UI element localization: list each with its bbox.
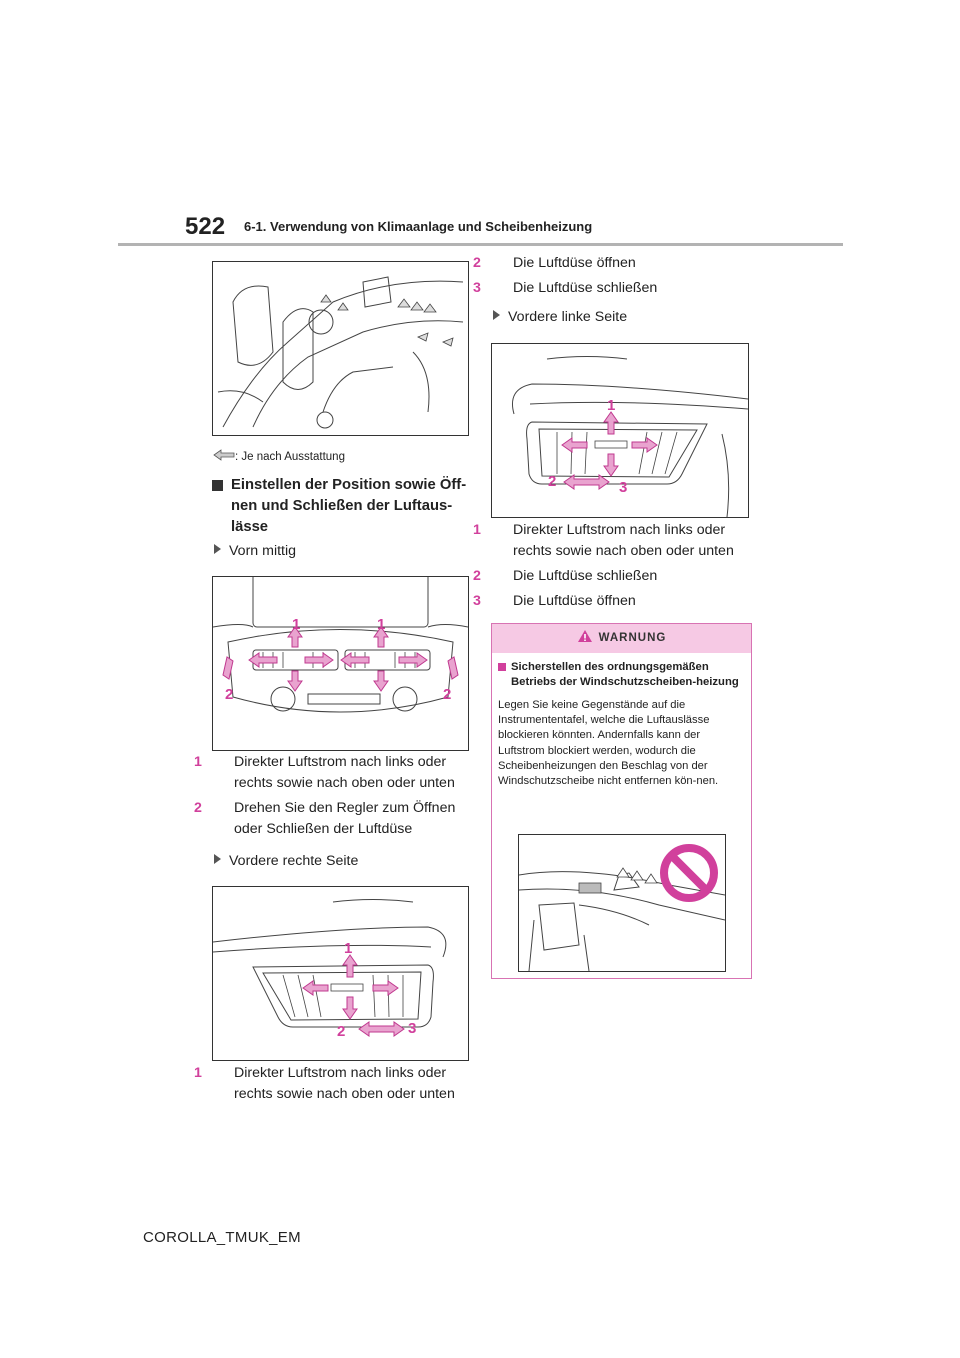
center-items-list — [194, 752, 464, 840]
adjust-vents-heading-text: Einstellen der Position sowie Öff-nen und Schließen der Luftaus-lässe — [231, 477, 467, 535]
legend-caption — [213, 449, 345, 463]
warning-title: WARNUNG — [598, 632, 667, 644]
header-rule — [118, 243, 843, 246]
optional-arrow-icon — [213, 449, 235, 461]
left-vent-figure — [491, 343, 749, 518]
subsection-right-text: Vordere rechte Seite — [229, 853, 359, 869]
warning-triangle-icon — [577, 629, 593, 643]
subsection-center — [214, 541, 296, 562]
left-items-list — [473, 520, 745, 612]
warning-text: Legen Sie keine Gegenstände auf die Instrumententafel, welche die Luftauslässe blockieren könnten. Andernfalls kann der Luftstrom blockiert werden, wodurch die Scheibenheizungen den Beschlag von der Windschutzscheibe nicht entfernen kön-nen. — [498, 699, 719, 788]
subsection-left-text: Vordere linke Seite — [508, 309, 628, 325]
warning-subheading-text: Sicherstellen des ordnungsgemäßen Betriebs der Windschutzscheiben-heizung — [511, 661, 739, 688]
dashboard-blocked-figure — [518, 834, 726, 972]
right-label-3: 3 — [408, 1020, 417, 1037]
subsection-center-text: Vorn mittig — [229, 543, 297, 559]
subsection-left — [493, 307, 627, 328]
list-item: 2 Die Luftdüse öffnen — [473, 255, 636, 271]
center-label-1a: 1 — [292, 616, 301, 633]
warning-square-icon — [498, 663, 506, 671]
heading-square-icon — [212, 480, 223, 491]
center-label-2a: 2 — [225, 686, 234, 703]
triangle-bullet-icon — [493, 310, 500, 320]
prohibition-icon — [664, 848, 714, 898]
left-label-3: 3 — [619, 479, 628, 496]
cabin-airflow-figure — [212, 261, 469, 436]
list-item: 1 Direkter Luftstrom nach links oder rechts sowie nach oben oder unten — [194, 754, 455, 791]
legend-caption-text: : Je nach Ausstattung — [235, 451, 345, 463]
right-items-list — [194, 1063, 464, 1105]
list-item: 3 Die Luftdüse öffnen — [473, 593, 636, 609]
right-label-2: 2 — [337, 1023, 346, 1040]
section-title: 6-1. Verwendung von Klimaanlage und Scheibenheizung — [244, 219, 593, 234]
list-item: 2 Die Luftdüse schließen — [473, 568, 658, 584]
triangle-bullet-icon — [214, 854, 221, 864]
left-label-2: 2 — [548, 473, 557, 490]
list-item: 3 Die Luftdüse schließen — [473, 280, 658, 296]
subsection-right — [214, 851, 358, 872]
center-label-2b: 2 — [443, 686, 452, 703]
right-items-cont-list — [473, 253, 743, 299]
warning-box — [491, 623, 752, 979]
warning-subheading — [498, 660, 745, 690]
right-label-1: 1 — [344, 940, 353, 957]
right-vent-figure — [212, 886, 469, 1061]
center-label-1b: 1 — [377, 616, 386, 633]
page-number: 522 — [185, 213, 226, 240]
list-item: 1 Direkter Luftstrom nach links oder rechts sowie nach oben oder unten — [473, 522, 734, 559]
list-item: 1 Direkter Luftstrom nach links oder rechts sowie nach oben oder unten — [194, 1065, 455, 1102]
warning-header — [492, 624, 751, 653]
center-vents-figure — [212, 576, 469, 751]
model-code: COROLLA_TMUK_EM — [143, 1229, 301, 1246]
adjust-vents-heading — [212, 475, 467, 538]
list-item: 2 Drehen Sie den Regler zum Öffnen oder Schließen der Luftdüse — [194, 800, 456, 837]
left-label-1: 1 — [607, 397, 616, 414]
triangle-bullet-icon — [214, 544, 221, 554]
